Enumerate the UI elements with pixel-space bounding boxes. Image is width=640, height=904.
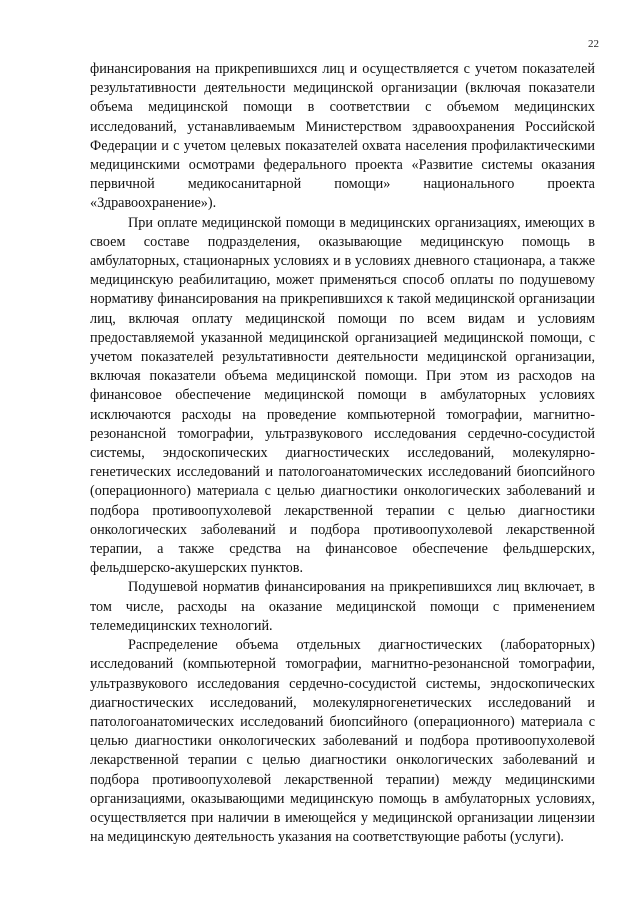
paragraph-continuation: финансирования на прикрепившихся лиц и осуществляется с учетом показателей результативности деятельности медицинской организации (включая показатели объема медицинской помощи в соответствии с объемом медицинских исследований, устанавливаемым Министерством здравоохранения Российской Федерации и с учетом целевых показателей охвата населения профилактическими медицинскими осмотрами федерального проекта «Развитие системы оказания первичной медикосанитарной помощи» национального проекта «Здравоохранение»).	[90, 61, 595, 212]
paragraph-per-capita-norm: Подушевой норматив финансирования на прикрепившихся лиц включает, в том числе, расходы на оказание медицинской помощи с применением телемедицинских технологий.	[90, 579, 595, 634]
paragraph-diagnostic-distribution: Распределение объема отдельных диагностических (лабораторных) исследований (компьютерной томографии, магнитно-резонансной томографии, ультразвукового исследования сердечно-сосудистой системы, эндоскопических диагностических исследований, молекулярногенетических исследований и патологоанатомических исследований биопсийного (операционного) материала с целью диагностики онкологических заболеваний и подбора противоопухолевой лекарственной терапии с целью диагностики онкологических заболеваний и подбора противоопухолевой лекарственной терапии) между медицинскими организациями, оказывающими медицинскую помощь в амбулаторных условиях, осуществляется при наличии в имеющейся у медицинской организации лицензии на медицинскую деятельность указания на соответствующие работы (услуги).	[90, 637, 595, 846]
paragraph-payment-method: При оплате медицинской помощи в медицинских организациях, имеющих в своем составе подразделения, оказывающие медицинскую помощь в амбулаторных, стационарных условиях и в условиях дневного стационара, а также медицинскую реабилитацию, может применяться способ оплаты по подушевому нормативу финансирования на прикрепившихся к такой медицинской организации лиц, включая оплату медицинской помощи по всем видам и условиям предоставляемой указанной медицинской организацией медицинской помощи, с учетом показателей результативности деятельности медицинской организации, включая показатели объема медицинской помощи. При этом из расходов на финансовое обеспечение медицинской помощи в амбулаторных условиях исключаются расходы на проведение компьютерной томографии, магнитно-резонансной томографии, ультразвукового исследования сердечно-сосудистой системы, эндоскопических диагностических исследований, молекулярно-генетических исследований и патологоанатомических исследований биопсийного (операционного) материала с целью диагностики онкологических заболеваний и подбора противоопухолевой лекарственной терапии с целью диагностики онкологических заболеваний и подбора противоопухолевой лекарственной терапии, а также средства на финансовое обеспечение фельдшерских, фельдшерско-акушерских пунктов.	[90, 214, 595, 577]
page-number: 22	[588, 38, 599, 50]
document-body	[90, 60, 595, 847]
